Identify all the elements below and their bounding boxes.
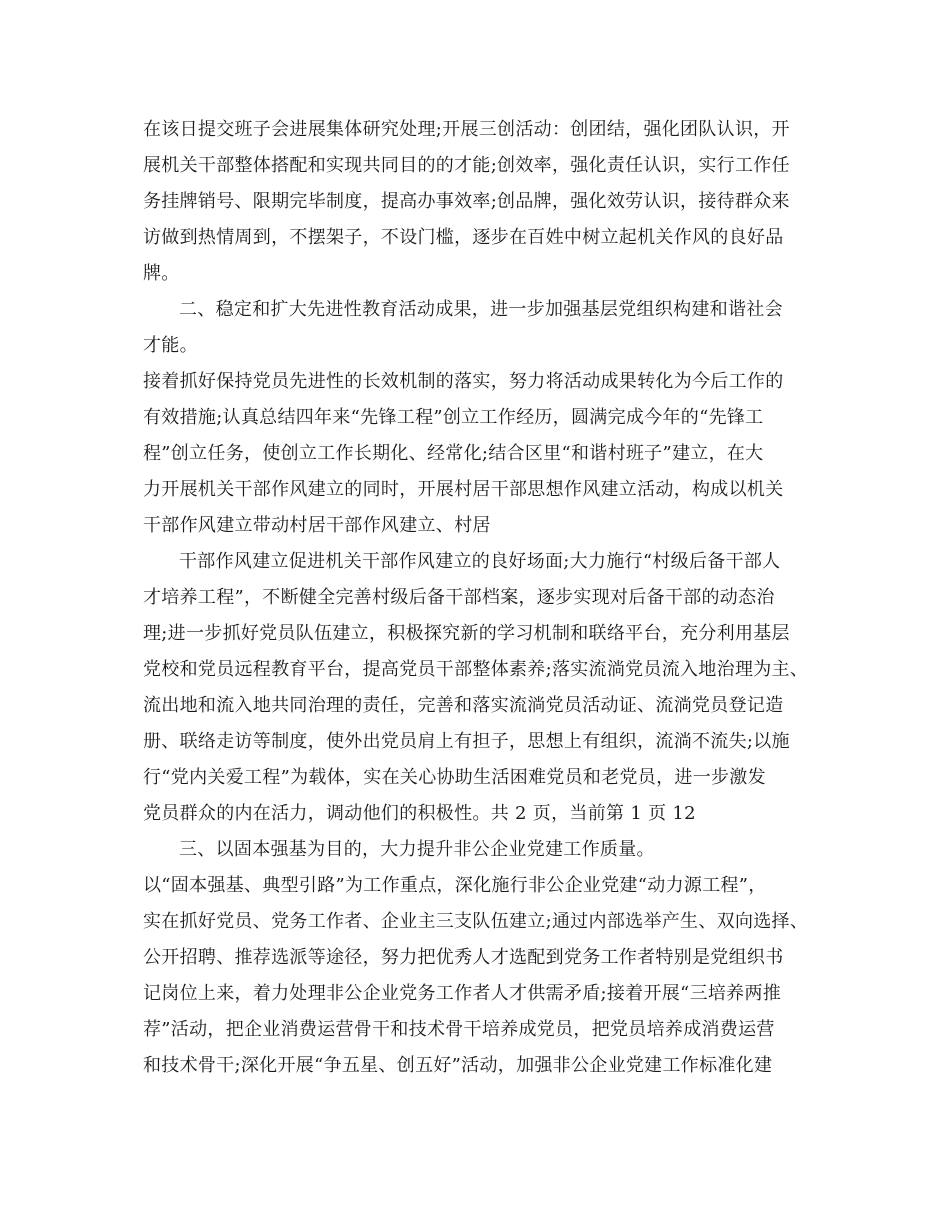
text-line: 党校和党员远程教育平台，提高党员干部整体素养;落实流淌党员流入地治理为主、 [143,659,809,680]
text-line: 务挂牌销号、限期完毕制度，提高办事效率;创品牌，强化效劳认识，接待群众来 [143,191,790,212]
text-line: 力开展机关干部作风建立的同时，开展村居干部思想作风建立活动，构成以机关 [143,479,784,500]
text-line: 牌。 [143,263,180,284]
text-line: 有效措施;认真总结四年来“先锋工程”创立工作经历，圆满完成今年的“先锋工 [143,407,764,428]
page-counter-line: 党员群众的内在活力，调动他们的积极性。共 2 页，当前第 1 页 12 [143,803,696,824]
text-line: 干部作风建立促进机关干部作风建立的良好场面;大力施行“村级后备干部人 [179,551,781,572]
text-line: 才培养工程”，不断健全完善村级后备干部档案，逐步实现对后备干部的动态治 [143,587,775,608]
text-line: 册、联络走访等制度，使外出党员肩上有担子，思想上有组织，流淌不流失;以施 [143,731,790,752]
text-line: 理;进一步抓好党员队伍建立，积极探究新的学习机制和联络平台，充分利用基层 [143,623,790,644]
text-line: 接着抓好保持党员先进性的长效机制的落实，努力将活动成果转化为今后工作的 [143,371,784,392]
text-line: 实在抓好党员、党务工作者、企业主三支队伍建立;通过内部选举产生、双向选择、 [143,911,809,932]
text-line: 干部作风建立带动村居干部作风建立、村居 [143,515,491,536]
text-line: 记岗位上来，着力处理非公企业党务工作者人才供需矛盾;接着开展“三培养两推 [143,983,782,1004]
text-line: 在该日提交班子会进展集体研究处理;开展三创活动：创团结，强化团队认识，开 [143,119,790,140]
text-line: 流出地和流入地共同治理的责任，完善和落实流淌党员活动证、流淌党员登记造 [143,695,784,716]
text-line: 才能。 [143,335,198,356]
text-line: 程”创立任务，使创立工作长期化、经常化;结合区里“和谐村班子”建立，在大 [143,443,764,464]
text-line: 公开招聘、推荐选派等途径，努力把优秀人才选配到党务工作者特别是党组织书 [143,947,784,968]
text-line: 行“党内关爱工程”为载体，实在关心协助生活困难党员和老党员，进一步激发 [143,767,766,788]
text-line: 访做到热情周到，不摆架子，不设门槛，逐步在百姓中树立起机关作风的良好品 [143,227,784,248]
section-heading: 二、稳定和扩大先进性教育活动成果，进一步加强基层党组织构建和谐社会 [179,299,783,320]
text-line: 荐”活动，把企业消费运营骨干和技术骨干培养成党员，把党员培养成消费运营 [143,1019,775,1040]
text-line: 和技术骨干;深化开展“争五星、创五好”活动，加强非公企业党建工作标准化建 [143,1055,773,1076]
text-line: 展机关干部整体搭配和实现共同目的的才能;创效率，强化责任认识，实行工作任 [143,155,790,176]
text-line: 以“固本强基、典型引路”为工作重点，深化施行非公企业党建“动力源工程”， [143,875,767,896]
section-heading: 三、以固本强基为目的，大力提升非公企业党建工作质量。 [179,839,655,860]
